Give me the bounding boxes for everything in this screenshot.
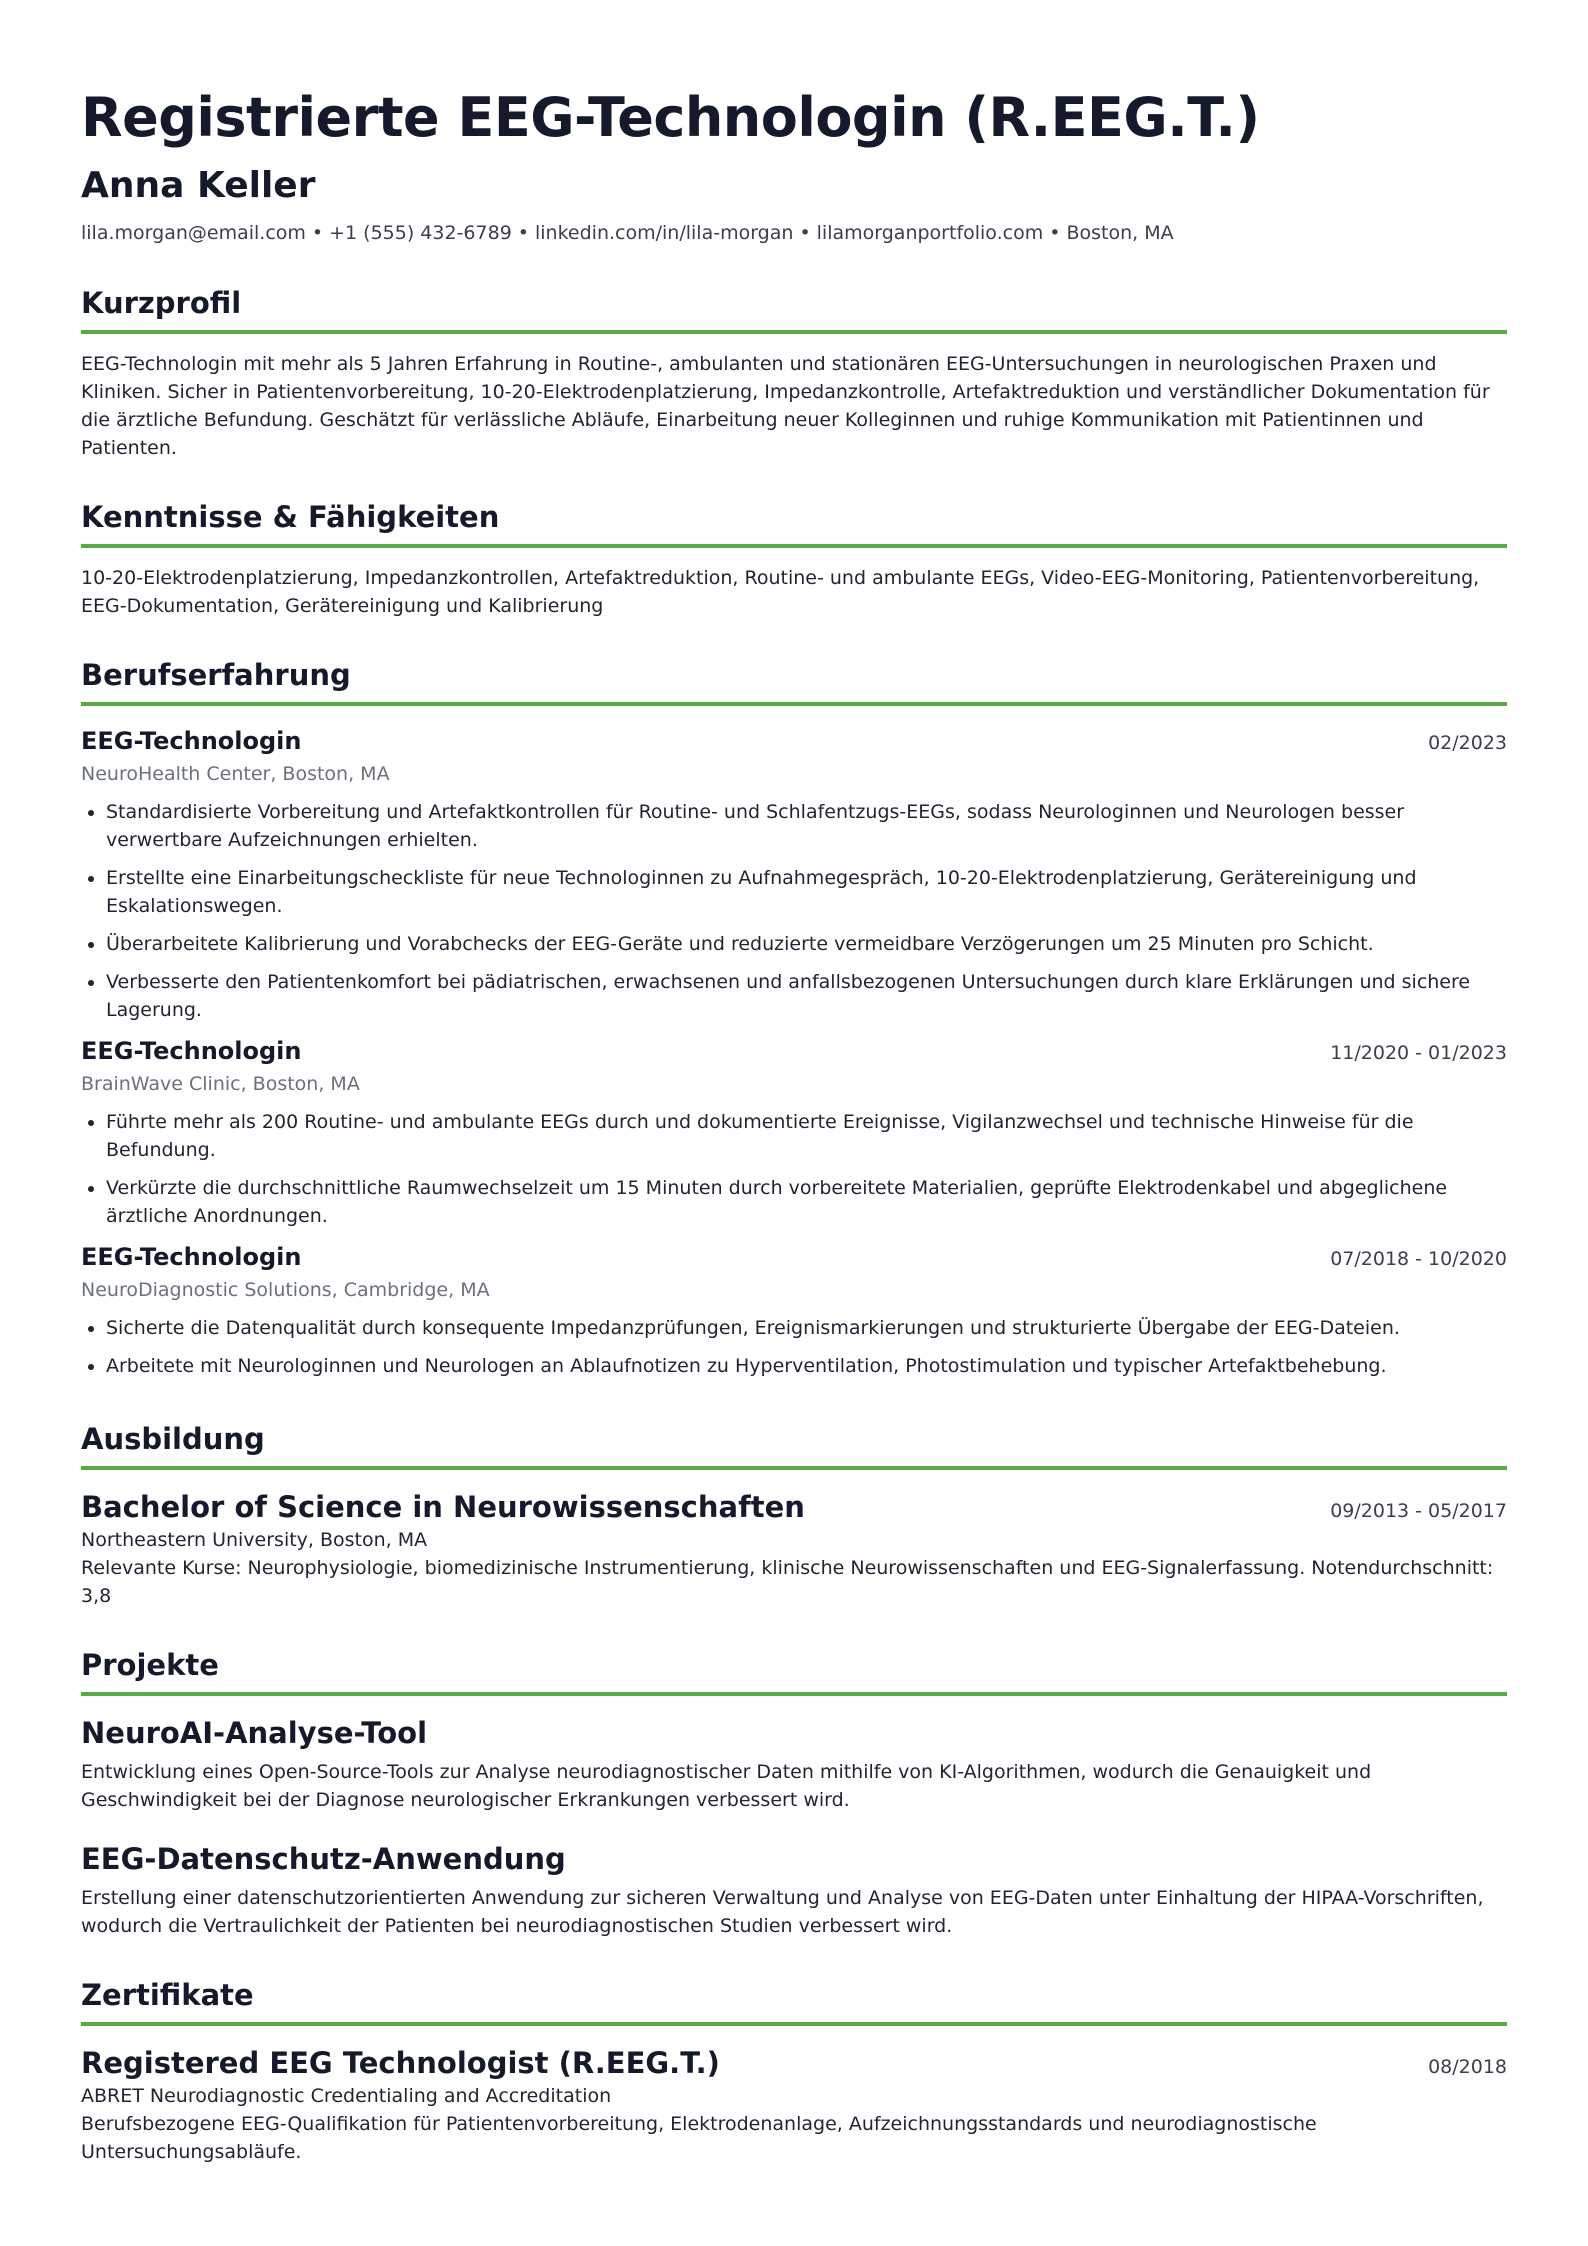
section-heading-experience: Berufserfahrung — [81, 656, 1507, 706]
job-bullet: • Überarbeitete Kalibrierung und Vorabchecks der EEG-Geräte und reduzierte vermeidbare Verzögerungen um 25 Minuten pro Schicht. — [106, 930, 1507, 958]
job-header — [81, 1240, 1507, 1274]
job-bullet: • Führte mehr als 200 Routine- und ambulante EEGs durch und dokumentierte Ereignisse, Vigilanzwechsel und technische Hinweise für die Befundung. — [106, 1108, 1507, 1164]
project-title: EEG-Datenschutz-Anwendung — [81, 1842, 566, 1876]
contact-portfolio: lilamorganportfolio.com — [816, 222, 1044, 244]
job-bullet: • Erstellte eine Einarbeitungscheckliste für neue Technologinnen zu Aufnahmegespräch, 10-20-Elektrodenplatzierung, Gerätereinigung und Eskalationswegen. — [106, 864, 1507, 920]
job-entry — [81, 1240, 1507, 1380]
contact-separator: • — [1049, 222, 1061, 244]
section-heading-summary: Kurzprofil — [81, 284, 1507, 334]
contact-linkedin: linkedin.com/in/lila-morgan — [535, 222, 794, 244]
job-header — [81, 724, 1507, 758]
education-section — [81, 1420, 1507, 1610]
project-description: Entwicklung eines Open-Source-Tools zur Analyse neurodiagnostischer Daten mithilfe von KI-Algorithmen, wodurch die Genauigkeit und Geschwindigkeit bei der Diagnose neurologischer Erkrankungen verbessert wird. — [81, 1761, 1372, 1811]
candidate-name: Anna Keller — [81, 165, 316, 206]
skills-section — [81, 498, 1507, 620]
job-title: EEG-Technologin — [81, 727, 302, 755]
job-entry — [81, 724, 1507, 1024]
contact-separator: • — [311, 222, 324, 244]
project-title: NeuroAI-Analyse-Tool — [81, 1716, 428, 1750]
education-details: Relevante Kurse: Neurophysiologie, biomedizinische Instrumentierung, klinische Neurowissenschaften und EEG-Signalerfassung. Notendurchschnitt: 3,8 — [81, 1557, 1494, 1607]
contact-separator: • — [799, 222, 811, 244]
contact-line — [81, 220, 1507, 246]
job-date: 11/2020 - 01/2023 — [1330, 1042, 1507, 1064]
project-entry — [81, 1840, 1507, 1940]
contact-separator: • — [517, 222, 529, 244]
certificate-date: 08/2018 — [1428, 2056, 1507, 2078]
skills-text: 10-20-Elektrodenplatzierung, Impedanzkontrollen, Artefaktreduktion, Routine- und ambulante EEGs, Video-EEG-Monitoring, Patientenvorbereitung, EEG-Dokumentation, Gerätereinigung und Kalibrierung — [81, 567, 1480, 617]
job-title: EEG-Technologin — [81, 1243, 302, 1271]
page-title: Registrierte EEG-Technologin (R.EEG.T.) — [81, 86, 1260, 149]
project-description: Erstellung einer datenschutzorientierten Anwendung zur sicheren Verwaltung und Analyse von EEG-Daten unter Einhaltung der HIPAA-Vorschriften, wodurch die Vertraulichkeit der Patienten bei neurodiagnostischen Studien verbessert wird. — [81, 1887, 1484, 1937]
certificate-title: Registered EEG Technologist (R.EEG.T.) — [81, 2046, 720, 2080]
section-heading-skills: Kenntnisse & Fähigkeiten — [81, 498, 1507, 548]
certificates-section — [81, 1976, 1507, 2166]
education-header — [81, 1488, 1507, 1526]
section-heading-education: Ausbildung — [81, 1420, 1507, 1470]
job-date: 07/2018 - 10/2020 — [1330, 1248, 1507, 1270]
job-bullet: • Sicherte die Datenqualität durch konsequente Impedanzprüfungen, Ereignismarkierungen und strukturierte Übergabe der EEG-Dateien. — [106, 1314, 1507, 1342]
job-header — [81, 1034, 1507, 1068]
project-entry — [81, 1714, 1507, 1814]
section-heading-projects: Projekte — [81, 1646, 1507, 1696]
experience-section — [81, 656, 1507, 1380]
job-organization: NeuroHealth Center, Boston, MA — [81, 763, 390, 785]
summary-text: EEG-Technologin mit mehr als 5 Jahren Erfahrung in Routine-, ambulanten und stationären EEG-Untersuchungen in neurologischen Praxen und Kliniken. Sicher in Patientenvorbereitung, 10-20-Elektrodenplatzierung, Impedanzkontrolle, Artefaktreduktion und verständlicher Dokumentation für die ärztliche Befundung. Geschätzt für verlässliche Abläufe, Einarbeitung neuer Kolleginnen und ruhige Kommunikation mit Patientinnen und Patienten. — [81, 353, 1490, 459]
job-bullet: • Arbeitete mit Neurologinnen und Neurologen an Ablaufnotizen zu Hyperventilation, Photostimulation und typischer Artefaktbehebung. — [106, 1352, 1507, 1380]
job-date: 02/2023 — [1428, 732, 1507, 754]
job-entry — [81, 1034, 1507, 1230]
job-title: EEG-Technologin — [81, 1037, 302, 1065]
school-name: Northeastern University, Boston, MA — [81, 1529, 428, 1551]
education-date: 09/2013 - 05/2017 — [1330, 1500, 1507, 1522]
job-organization: NeuroDiagnostic Solutions, Cambridge, MA — [81, 1279, 490, 1301]
contact-email: lila.morgan@email.com — [81, 222, 306, 244]
certificate-details: Berufsbezogene EEG-Qualifikation für Patientenvorbereitung, Elektrodenanlage, Aufzeichnungsstandards und neurodiagnostische Untersuchungsabläufe. — [81, 2113, 1317, 2163]
summary-section — [81, 284, 1507, 462]
job-bullet: • Standardisierte Vorbereitung und Artefaktkontrollen für Routine- und Schlafentzugs-EEGs, sodass Neurologinnen und Neurologen besser verwertbare Aufzeichnungen erhielten. — [106, 798, 1507, 854]
certificate-header — [81, 2044, 1507, 2082]
section-heading-certificates: Zertifikate — [81, 1976, 1507, 2026]
job-bullet: • Verkürzte die durchschnittliche Raumwechselzeit um 15 Minuten durch vorbereitete Materialien, geprüfte Elektrodenkabel und abgeglichene ärztliche Anordnungen. — [106, 1174, 1507, 1230]
job-bullets — [81, 798, 1507, 1024]
job-organization: BrainWave Clinic, Boston, MA — [81, 1073, 360, 1095]
job-bullets — [81, 1108, 1507, 1230]
degree-title: Bachelor of Science in Neurowissenschaften — [81, 1490, 805, 1524]
job-bullet: • Verbesserte den Patientenkomfort bei pädiatrischen, erwachsenen und anfallsbezogenen Untersuchungen durch klare Erklärungen und sichere Lagerung. — [106, 968, 1507, 1024]
contact-location: Boston, MA — [1066, 222, 1174, 244]
projects-section — [81, 1646, 1507, 1940]
contact-phone: +1 (555) 432-6789 — [329, 222, 512, 244]
job-bullets — [81, 1314, 1507, 1380]
certificate-issuer: ABRET Neurodiagnostic Credentialing and Accreditation — [81, 2085, 612, 2107]
